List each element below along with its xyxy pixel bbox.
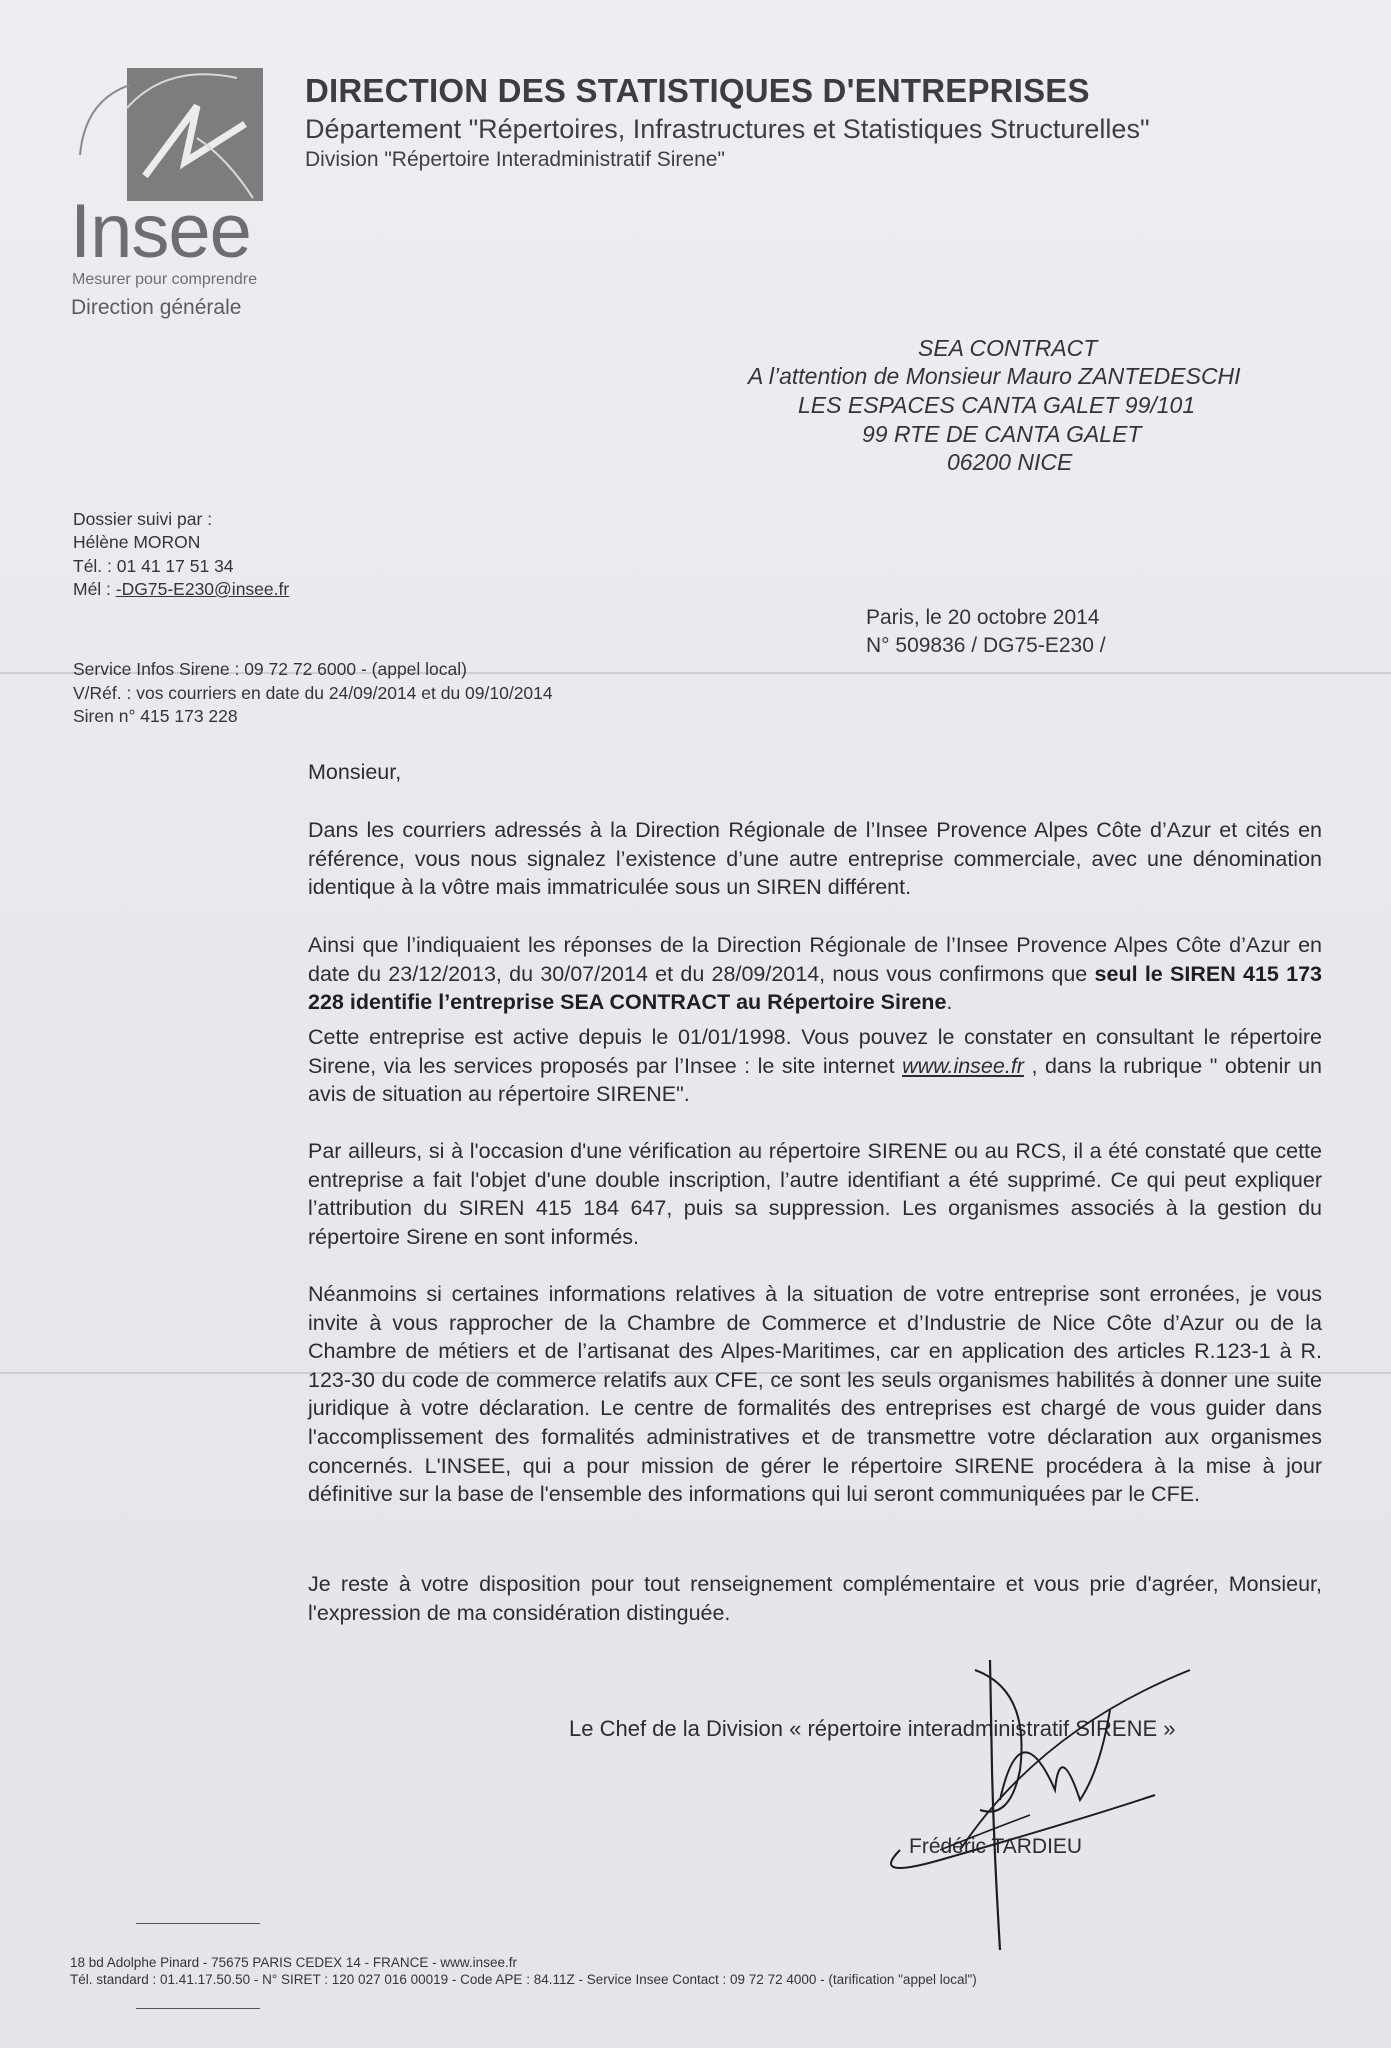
paragraph-1: Dans les courriers adressés à la Direction Régionale de l’Insee Provence Alpes Côte d’Azur et cités en référence, vous nous signalez l’existence d’une autre entreprise commerciale, avec une dénomination identique à la vôtre mais immatriculée sous un SIREN différent. — [308, 818, 1322, 900]
paragraph-2-end: . — [946, 990, 953, 1015]
dossier-mail-link[interactable]: -DG75-E230@insee.fr — [115, 579, 290, 599]
footer-divider — [136, 1923, 260, 1924]
dossier-label: Dossier suivi par : — [73, 509, 213, 529]
salutation: Monsieur, — [308, 760, 402, 784]
dossier-mail-row — [73, 578, 289, 601]
vref: V/Réf. : vos courriers en date du 24/09/2014 et du 09/10/2014 — [73, 683, 553, 703]
letter-reference: N° 509836 / DG75-E230 / — [866, 634, 1106, 657]
paragraph-2 — [308, 931, 1322, 1017]
footer-address: 18 bd Adolphe Pinard - 75675 PARIS CEDEX 14 - FRANCE - www.insee.fr — [70, 1955, 517, 1970]
paragraph-2-text: Ainsi que l’indiquaient les réponses de la Direction Régionale de l’Insee Provence Alpes Côte d’Azur en date du 23/12/2013, du 30/07/2014 et du 28/09/2014, nous vous confirmons que — [308, 933, 1322, 986]
recipient-address1: LES ESPACES CANTA GALET 99/101 — [798, 392, 1196, 418]
header-title: DIRECTION DES STATISTIQUES D'ENTREPRISES — [305, 72, 1090, 109]
handwritten-signature-icon — [880, 1650, 1200, 1960]
siren-number: Siren n° 415 173 228 — [73, 706, 238, 726]
paragraph-4: Par ailleurs, si à l'occasion d'une vérification au répertoire SIRENE ou au RCS, il a été constaté que cette entreprise a fait l'objet d'une double inscription, l’autre identifiant a été supprimé. Ce qui peut expliquer l’attribution du SIREN 415 184 647, puis sa suppression. Les organismes associés à la gestion du répertoire Sirene en sont informés. — [308, 1139, 1322, 1249]
paragraph-6: Je reste à votre disposition pour tout renseignement complémentaire et vous prie d'agréer, Monsieur, l'expression de ma considération distinguée. — [308, 1572, 1322, 1625]
paragraph-3-text: Cette entreprise est active depuis le 01/01/1998. Vous pouvez le constater en consultant le répertoire Sirene, via les services proposés par l’Insee : le site internet — [308, 1025, 1322, 1078]
insee-website-link[interactable]: www.insee.fr — [902, 1053, 1024, 1078]
recipient-address2: 99 RTE DE CANTA GALET — [862, 421, 1142, 447]
logo-arc-icon — [75, 80, 135, 160]
paragraph-2-bold: seul le SIREN 415 173 228 identifie l’entreprise SEA CONTRACT au Répertoire Sirene — [308, 961, 1322, 1015]
paragraph-3-end: , dans la rubrique " obtenir un avis de situation au répertoire SIRENE". — [308, 1053, 1323, 1107]
header-department: Département "Répertoires, Infrastructures et Statistiques Structurelles" — [305, 114, 1150, 144]
recipient-attention: A l’attention de Monsieur Mauro ZANTEDESCHI — [748, 363, 1241, 389]
signature-title: Le Chef de la Division « répertoire interadministratif SIRENE » — [569, 1716, 1176, 1741]
signature-name: Frédéric TARDIEU — [909, 1835, 1083, 1858]
paragraph-5: Néanmoins si certaines informations relatives à la situation de votre entreprise sont erronées, je vous invite à vous rapprocher de la Chambre de Commerce et d’Industrie de Nice Côte d’Azur ou de la Chambre de métiers et de l’artisanat des Alpes-Maritimes, car en application des articles R.123-1 à R. 123-30 du code de commerce relatifs aux CFE, ce sont les seuls organismes habilités à donner une suite juridique à votre déclaration. Le centre de formalités des entreprises est chargé de vous guider dans l'accomplissement des formalités administratives et de transmettre votre déclaration aux organismes concernés. L'INSEE, qui a pour mission de gérer le répertoire SIRENE procédera à la mise à jour définitive sur la base de l'ensemble des informations qui lui seront communiquées par le CFE. — [308, 1282, 1322, 1507]
logo-tagline: Mesurer pour comprendre — [72, 271, 257, 288]
header-division: Division "Répertoire Interadministratif Sirene" — [305, 148, 725, 171]
recipient-company: SEA CONTRACT — [918, 335, 1098, 361]
letter-date: Paris, le 20 octobre 2014 — [866, 606, 1100, 629]
recipient-city: 06200 NICE — [947, 449, 1073, 475]
logo-wordmark: Insee — [70, 189, 251, 274]
dossier-mail-label: Mél : — [73, 579, 116, 599]
paragraph-3 — [308, 1023, 1322, 1109]
footer-divider-bottom — [136, 2008, 260, 2009]
dossier-tel: Tél. : 01 41 17 51 34 — [73, 556, 234, 576]
footer-contact: Tél. standard : 01.41.17.50.50 - N° SIRET : 120 027 016 00019 - Code APE : 84.11Z - Service Insee Contact : 09 72 72 4000 - (tarification "appel local") — [70, 1972, 977, 1987]
logo-subtitle: Direction générale — [71, 296, 242, 319]
service-infos: Service Infos Sirene : 09 72 72 6000 - (appel local) — [73, 659, 467, 679]
insee-logo-icon — [127, 68, 263, 201]
dossier-name: Hélène MORON — [73, 532, 201, 552]
